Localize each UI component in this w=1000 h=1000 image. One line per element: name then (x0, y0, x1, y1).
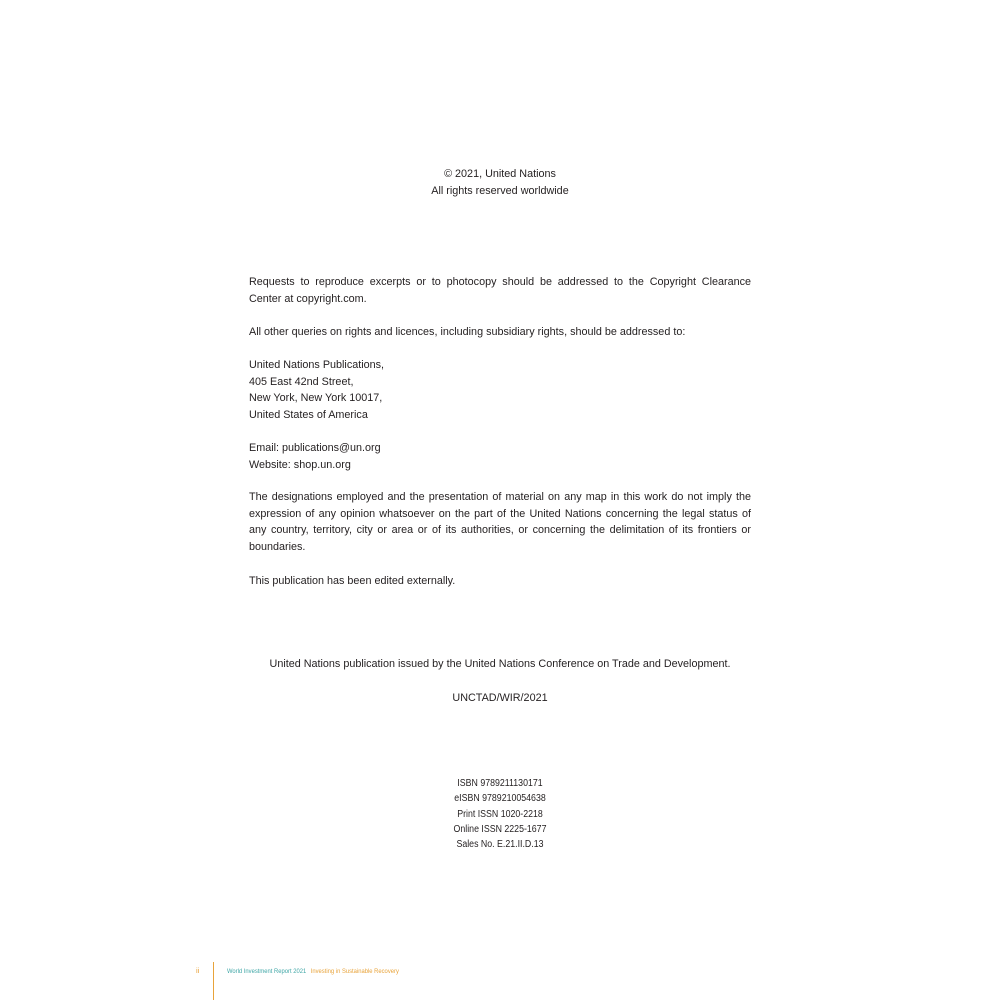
disclaimer-paragraph (249, 489, 751, 555)
rights-reserved-line: All rights reserved worldwide (431, 184, 569, 197)
paragraph-line: The designations employed and the presentation of material on any map in this work do not imply the (249, 491, 751, 503)
document-symbol-text: UNCTAD/WIR/2021 (452, 692, 548, 704)
other-queries-paragraph (249, 324, 751, 341)
paragraph-line: expression of any opinion whatsoever on the part of the United Nations concerning the legal status of (249, 507, 751, 520)
copyright-notice (249, 166, 751, 199)
isbn-line: ISBN 9789211130171 (457, 778, 543, 789)
sales-number-line: Sales No. E.21.II.D.13 (456, 839, 544, 850)
issuer-note-text: United Nations publication issued by the United Nations Conference on Trade and Development. (269, 658, 731, 670)
paragraph-line: any country, territory, city or area or of its authorities, or concerning the delimitation of its frontiers or (249, 524, 751, 536)
running-footer (227, 967, 399, 976)
address-line: United States of America (249, 408, 368, 421)
publication-identifiers (412, 776, 588, 852)
paragraph-line: All other queries on rights and licences, including subsidiary rights, should be addressed to: (249, 326, 686, 338)
editing-note-text: This publication has been edited externally. (249, 575, 456, 587)
footer-report-title: World Investment Report 2021 (227, 968, 307, 975)
postal-address (249, 357, 751, 423)
print-issn-line: Print ISSN 1020-2218 (457, 808, 543, 820)
issuer-note (200, 656, 800, 673)
footer-report-subtitle: Investing in Sustainable Recovery (310, 968, 399, 975)
document-symbol (249, 690, 751, 707)
address-line: New York, New York 10017, (249, 392, 383, 404)
paragraph-line: Center at copyright.com. (249, 292, 367, 305)
reproduction-request-paragraph (249, 274, 751, 307)
email-line: Email: publications@un.org (249, 442, 381, 454)
online-issn-line: Online ISSN 2225-1677 (453, 823, 547, 835)
copyright-line: © 2021, United Nations (444, 168, 556, 180)
editing-note (249, 573, 751, 590)
paragraph-line: Requests to reproduce excerpts or to photocopy should be addressed to the Copyright Clearance (249, 276, 751, 288)
address-line: United Nations Publications, (249, 359, 385, 371)
page-number: ii (196, 966, 200, 975)
contact-details (249, 440, 751, 473)
eisbn-line: eISBN 9789210054638 (454, 793, 546, 805)
website-line: Website: shop.un.org (249, 458, 351, 471)
footer-divider (213, 962, 214, 1000)
address-line: 405 East 42nd Street, (249, 375, 354, 388)
paragraph-line: boundaries. (249, 540, 306, 553)
